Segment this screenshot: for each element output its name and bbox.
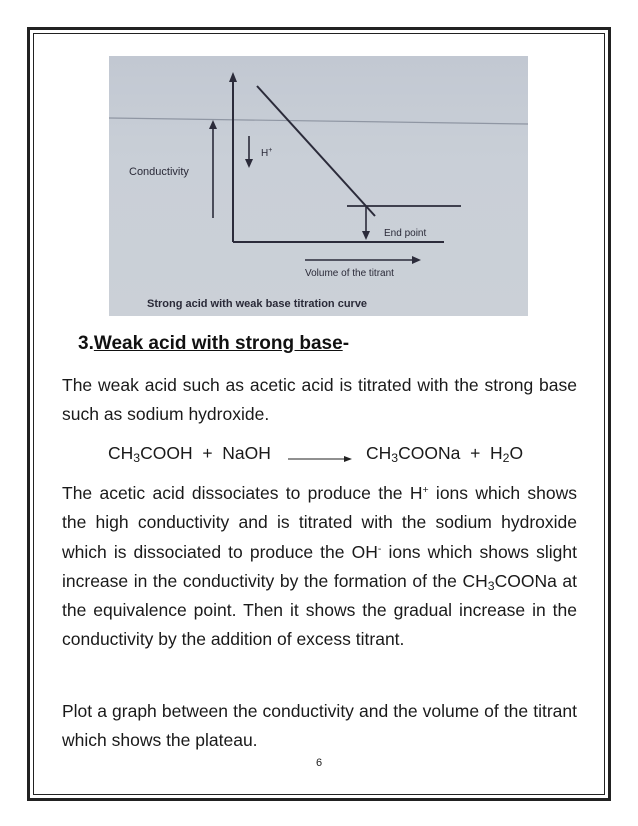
curve-descending-segment [257,86,375,216]
explanation-paragraph: The acetic acid dissociates to produce the H+ ions which shows the high conductivity and is titrated with the sodium hydroxide which is dissociated to produce the OH- ions which shows slight increase in the conductivity by the formation of the $CH_3COONa$ at the equivalence point. Then it shows the gradual increase in the conductivity by the addition of excess titrant. [62,483,577,650]
background-line [109,118,528,124]
endpoint-label: End point [384,228,427,239]
endpoint-arrowhead [362,231,370,240]
section-heading [78,333,349,355]
h-ion-arrowhead [245,159,253,168]
equation-products: $CH_3COONa + H_2O$ [366,443,524,466]
y-axis-arrowhead [229,72,237,82]
figure-caption: Strong acid with weak base titration curve [147,298,368,310]
intro-paragraph: The weak acid such as acetic acid is titrated with the strong base such as sodium hydroxide. [62,375,577,425]
conductivity-arrowhead [209,120,217,129]
titration-curve-photo [109,56,528,316]
page-number: 6 [315,757,323,769]
section-title: Weak acid with strong base [93,333,343,354]
reaction-arrow-icon [288,455,352,463]
conductivity-label: Conductivity [129,166,189,178]
h-ion-label: H+ [261,147,273,159]
section-number: 3. [78,333,94,354]
titration-curve-diagram [109,56,528,316]
plot-paragraph: Plot a graph between the conductivity and the volume of the titrant which shows the plateau. [62,701,577,751]
equation-reactants: $CH_3COOH$ + NaOH [108,443,271,466]
section-suffix: - [342,333,350,354]
volume-label: Volume of the titrant [305,268,394,279]
volume-arrowhead [412,256,421,264]
